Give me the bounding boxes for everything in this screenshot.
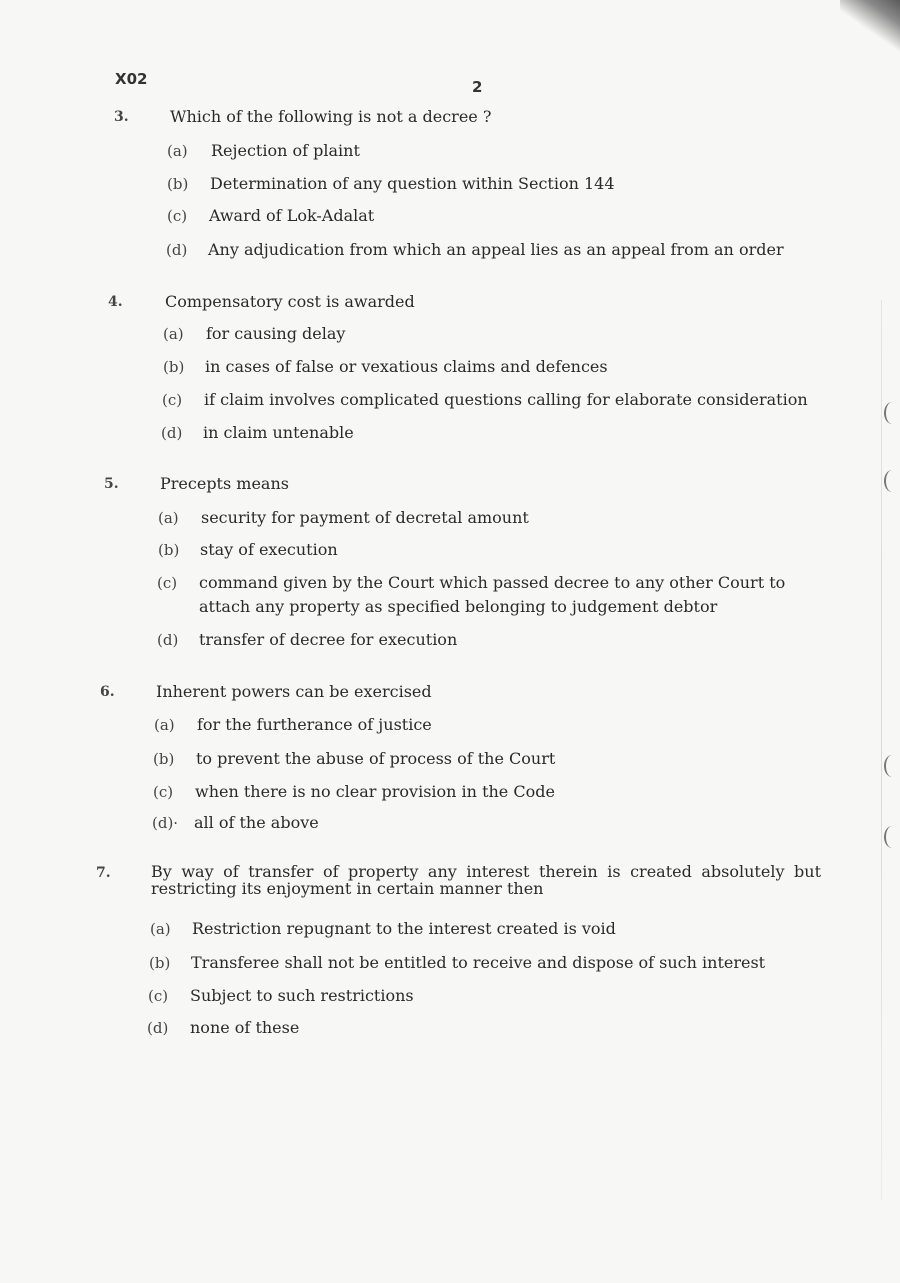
question-number: 7. <box>96 865 111 881</box>
option-letter: (d) <box>157 631 179 649</box>
option-letter: (b) <box>163 358 185 376</box>
scan-corner-shadow <box>840 0 900 90</box>
option-text: Any adjudication from which an appeal lies as an appeal from an order <box>208 240 784 259</box>
option-letter: (a) <box>154 716 175 734</box>
option-letter: (a) <box>150 920 171 938</box>
binding-hole-mark <box>884 470 900 492</box>
option-text: for the furtherance of justice <box>197 715 432 734</box>
option-letter: (c) <box>157 574 178 592</box>
option-letter: (a) <box>167 142 188 160</box>
option-text: in cases of false or vexatious claims and defences <box>205 357 608 376</box>
option-letter: (b) <box>153 750 175 768</box>
option-text: stay of execution <box>200 540 338 559</box>
binding-hole-mark <box>884 755 900 777</box>
option-letter: (d) <box>147 1019 169 1037</box>
question-5 <box>104 474 844 654</box>
option-text: in claim untenable <box>203 423 354 442</box>
question-text: By way of transfer of property any interest therein is created absolutely but restricting its enjoyment in certain manner then <box>151 862 821 898</box>
option-letter: (c) <box>167 207 188 225</box>
question-3 <box>114 107 814 277</box>
binding-hole-mark <box>884 826 900 848</box>
option-letter: (c) <box>153 783 174 801</box>
option-letter: (d) <box>166 241 188 259</box>
question-4 <box>108 292 808 452</box>
paper-code: X02 <box>115 70 148 88</box>
option-letter: (a) <box>158 509 179 527</box>
option-letter: (b) <box>149 954 171 972</box>
option-text: Rejection of plaint <box>211 141 360 160</box>
question-6 <box>100 682 800 842</box>
page-number: 2 <box>472 78 483 96</box>
option-text: transfer of decree for execution <box>199 630 458 649</box>
option-text: Award of Lok-Adalat <box>209 206 375 225</box>
question-text: Which of the following is not a decree ? <box>170 107 492 126</box>
question-number: 4. <box>108 294 123 310</box>
option-text: command given by the Court which passed decree to any other Court to attach any property as specified belonging to judgement debtor <box>199 573 786 616</box>
question-number: 5. <box>104 476 119 492</box>
question-text: Precepts means <box>160 474 289 493</box>
option-text: Transferee shall not be entitled to receive and dispose of such interest <box>191 953 766 972</box>
option-text: when there is no clear provision in the Code <box>195 782 555 801</box>
question-number: 6. <box>100 684 115 700</box>
option-letter: (c) <box>148 987 169 1005</box>
option-text: Subject to such restrictions <box>190 986 414 1005</box>
question-text: Inherent powers can be exercised <box>156 682 432 701</box>
question-text: Compensatory cost is awarded <box>165 292 415 311</box>
option-text: all of the above <box>194 813 319 832</box>
option-text: security for payment of decretal amount <box>201 508 529 527</box>
option-letter: (b) <box>158 541 180 559</box>
question-7 <box>96 863 826 1043</box>
option-text: if claim involves complicated questions calling for elaborate consideration <box>204 390 808 409</box>
option-letter: (c) <box>162 391 183 409</box>
option-text: Determination of any question within Section 144 <box>210 174 615 193</box>
option-letter: (d)· <box>152 814 179 832</box>
option-letter: (a) <box>163 325 184 343</box>
scan-edge-line <box>881 300 882 1200</box>
option-text: to prevent the abuse of process of the Court <box>196 749 556 768</box>
option-text: none of these <box>190 1018 300 1037</box>
option-text: for causing delay <box>206 324 346 343</box>
option-letter: (b) <box>167 175 189 193</box>
option-letter: (d) <box>161 424 183 442</box>
binding-hole-mark <box>884 402 900 424</box>
option-text: Restriction repugnant to the interest created is void <box>192 919 616 938</box>
question-number: 3. <box>114 109 129 125</box>
